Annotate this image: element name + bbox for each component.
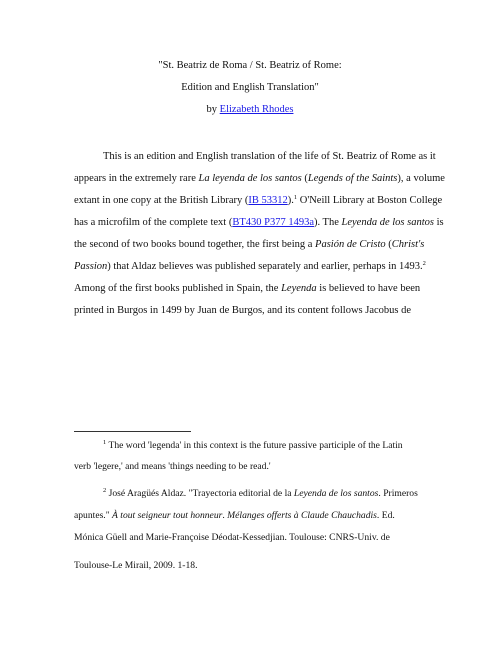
footnote-2-line-1	[103, 488, 455, 500]
text: (	[385, 239, 392, 250]
body-line-2	[74, 172, 445, 185]
text: ).	[287, 195, 294, 206]
text: (	[301, 173, 308, 184]
text: The word 'legenda' in this context is the future passive participle of the Latin	[106, 440, 403, 451]
body-line-5	[74, 238, 426, 251]
book-title: Leyenda de los santos	[341, 217, 434, 228]
body-line-6	[74, 260, 426, 273]
author-link[interactable]: Elizabeth Rhodes	[219, 104, 294, 115]
body-line-4	[74, 216, 444, 229]
book-title-english: Legends of the Saints	[307, 173, 398, 184]
text: .	[222, 510, 228, 521]
text: appears in the extremely rare	[74, 173, 199, 184]
text: is	[433, 217, 444, 228]
title-line-2: Edition and English Translation"	[181, 82, 319, 93]
byline	[0, 103, 500, 116]
shelfmark-link-ib[interactable]: IB 53312	[248, 195, 288, 206]
book-title: À tout seigneur tout honneur	[112, 510, 223, 521]
footnote-2-line-2	[74, 510, 426, 522]
text: the second of two books bound together, the first being a	[74, 239, 316, 250]
text: O'Neill Library at Boston College	[297, 195, 443, 206]
footnote-2-line-4: Toulouse-Le Mirail, 2009. 1-18.	[74, 560, 198, 571]
footnote-ref-1[interactable]: 1	[293, 194, 298, 201]
footnote-1-line-2: verb 'legere,' and means 'things needing to be read.'	[74, 461, 271, 472]
shelfmark-link-bt[interactable]: BT430 P377 1493a	[232, 217, 314, 228]
footnote-2-line-3: Mónica Güell and Marie-Françoise Déodat-Kessedjian. Toulouse: CNRS-Univ. de	[74, 532, 390, 543]
text: ). The	[314, 217, 342, 228]
book-title: Leyenda de los santos	[293, 488, 379, 499]
book-title-english: Passion	[74, 261, 108, 272]
body-line-1: This is an edition and English translation of the life of St. Beatriz of Rome as it	[103, 151, 436, 162]
footnote-ref-2[interactable]: 2	[422, 260, 426, 267]
text: extant in one copy at the British Library (	[74, 195, 249, 206]
book-title: Leyenda	[281, 283, 317, 294]
text: José Aragüés Aldaz. "Trayectoria editorial de la	[106, 488, 294, 499]
text: Among of the first books published in Spain, the	[74, 283, 282, 294]
book-title: La leyenda de los santos	[198, 173, 302, 184]
text: ), a volume	[397, 173, 445, 184]
text: . Primeros	[378, 488, 418, 499]
byline-by: by	[206, 104, 218, 115]
footnote-1-number: 1	[103, 439, 107, 446]
text: apuntes."	[74, 510, 113, 521]
book-title: Mélanges offerts à Claude Chauchadis	[227, 510, 377, 521]
footnote-1-line-1	[103, 440, 455, 452]
body-line-3	[74, 194, 443, 207]
text: has a microfilm of the complete text (	[74, 217, 233, 228]
book-title: Pasión de Cristo	[315, 239, 386, 250]
body-line-7	[74, 282, 426, 295]
text: is believed to have been	[316, 283, 421, 294]
book-title-english: Christ's	[391, 239, 425, 250]
text: ) that Aldaz believes was published separately and earlier, perhaps in 1493.	[107, 261, 423, 272]
title-line-1: "St. Beatriz de Roma / St. Beatriz of Rome:	[158, 60, 342, 71]
footnote-2-number: 2	[103, 487, 107, 494]
body-line-8: printed in Burgos in 1499 by Juan de Burgos, and its content follows Jacobus de	[74, 305, 412, 316]
text: . Ed.	[376, 510, 395, 521]
footnote-separator	[74, 431, 191, 432]
